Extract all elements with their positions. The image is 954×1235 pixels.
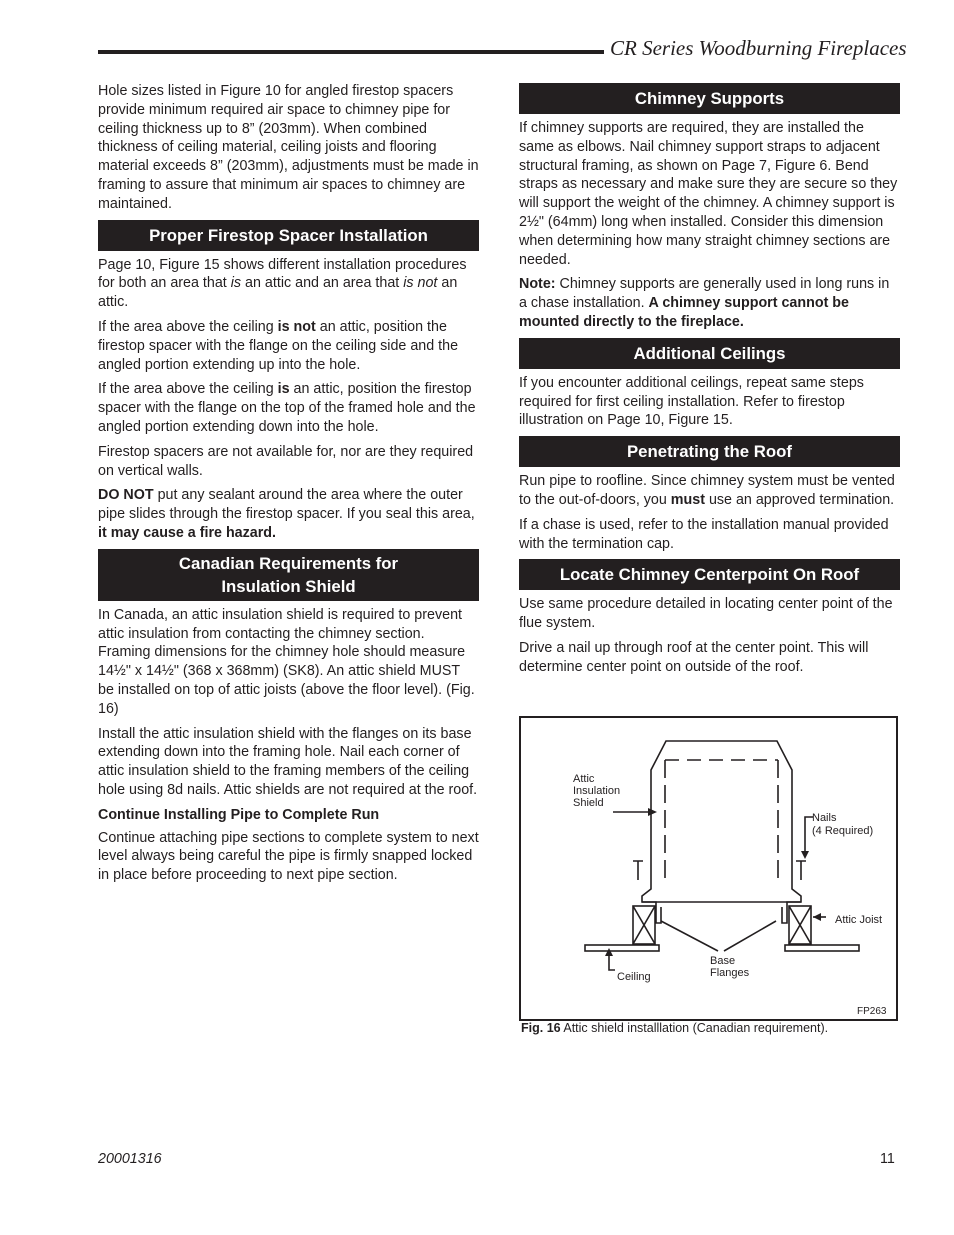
canadian-heading [98, 549, 479, 601]
additional-ceilings-paragraph: If you encounter additional ceilings, repeat same steps required for first ceiling installation. Refer to firestop illustration on Page 10, Figure 15. [519, 374, 864, 429]
chimney-supports-note: Note: Chimney supports are generally used in long runs in a chase installation. A chimney support cannot be mounted directly to the fireplace. [519, 276, 890, 330]
right-ceiling-board [785, 945, 859, 951]
left-column [98, 82, 479, 891]
firestop-heading: Proper Firestop Spacer Installation [98, 220, 479, 251]
figure-16 [519, 716, 898, 1021]
running-header-title: CR Series Woodburning Fireplaces [610, 36, 907, 60]
canadian-paragraph-3: Continue attaching pipe sections to complete system to next level always being careful the pipe is firmly snapped locked in place before proceeding to next pipe section. [98, 829, 479, 884]
label-attic-line-3: Shield [573, 797, 604, 809]
firestop-paragraph-3: If the area above the ceiling is an attic, position the firestop spacer with the flange on the top of the framed hole and the angled portion extending down into the hole. [98, 381, 476, 435]
canadian-heading-line-2: Insulation Shield [221, 576, 356, 596]
roof-heading: Penetrating the Roof [519, 436, 900, 467]
firestop-paragraph-4: Firestop spacers are not available for, nor are they required on vertical walls. [98, 443, 474, 479]
canadian-heading-line-1: Canadian Requirements for [178, 553, 399, 573]
label-nails-line-2: (4 Required) [812, 825, 874, 837]
label-base-line-2: Flanges [710, 967, 750, 979]
header-rule [98, 50, 604, 54]
label-attic-joist: Attic Joist [835, 914, 883, 926]
canadian-paragraph-1: In Canada, an attic insulation shield is required to prevent attic insulation from contacting the chimney section. Framing dimensions for the chimney hole should measure 14½" x 14½" (368 x 368mm) (SK8). An attic shield MUST be installed on top of attic joists (above the floor level). (Fig. 16) [98, 606, 475, 717]
figure-caption: Fig. 16 Attic shield installlation (Canadian requirement). [521, 1021, 829, 1035]
label-ceiling: Ceiling [617, 971, 651, 983]
label-attic-line-2: Insulation [573, 785, 621, 797]
right-column [519, 82, 900, 683]
attic-insulation-shield [642, 741, 801, 902]
canadian-paragraph-2: Install the attic insulation shield with the flanges on its base extending down into the framing hole. Nail each corner of attic insulation shield to the framing members of the ceiling hole using 8d nails. Attic shields are not required at the roof. [98, 725, 478, 798]
additional-ceilings-heading: Additional Ceilings [519, 338, 900, 369]
centerpoint-heading: Locate Chimney Centerpoint On Roof [519, 559, 900, 590]
chimney-supports-paragraph: If chimney supports are required, they are installed the same as elbows. Nail chimney support straps to adjacent structural framing, as shown on Page 7, Figure 6. Bend straps as necessary and make sure they are secure so they will support the weight of the chimney. A chimney support is 2½" (64mm) long when installed. Consider this dimension when determining how many straight chimney sections are needed. [519, 120, 898, 268]
page-number: 11 [880, 1151, 895, 1167]
centerpoint-paragraph-1: Use same procedure detailed in locating center point of the flue system. [519, 596, 893, 632]
roof-paragraph-1: Run pipe to roofline. Since chimney system must be vented to the out-of-doors, you must use an approved termination. [519, 473, 895, 508]
continue-subheading: Continue Installing Pipe to Complete Run [98, 806, 380, 823]
firestop-paragraph-2: If the area above the ceiling is not an attic, position the firestop spacer with the flange on the ceiling side and the angled portion extending up into the hole. [98, 318, 459, 373]
left-ceiling-board [585, 945, 659, 951]
centerpoint-paragraph-2: Drive a nail up through roof at the center point. This will determine center point on outside of the roof. [519, 639, 869, 675]
attic-shield-diagram [521, 718, 896, 1019]
firestop-warning: DO NOT put any sealant around the area where the outer pipe slides through the firestop spacer. If you seal this area, it may cause a fire hazard. [98, 487, 475, 541]
intro-paragraph: Hole sizes listed in Figure 10 for angled firestop spacers provide minimum required air space to chimney pipe for ceiling thickness up to 8” (203mm). When combined thickness of ceiling material, ceiling joists and flooring material exceeds 8” (203mm), adjustments must be made in framing to assure that minimum air spaces to chimney are maintained. [98, 83, 479, 212]
firestop-paragraph-1: Page 10, Figure 15 shows different installation procedures for both an area that is an attic and an area that is not an attic. [98, 256, 467, 311]
chimney-supports-heading: Chimney Supports [519, 83, 900, 114]
document-number: 20001316 [98, 1151, 162, 1167]
roof-paragraph-2: If a chase is used, refer to the installation manual provided with the termination cap. [519, 516, 889, 552]
label-base-line-1: Base [710, 955, 736, 967]
figure-code: FP263 [857, 1006, 887, 1017]
label-nails-line-1: Nails [812, 812, 837, 824]
label-attic-line-1: Attic [573, 773, 595, 785]
